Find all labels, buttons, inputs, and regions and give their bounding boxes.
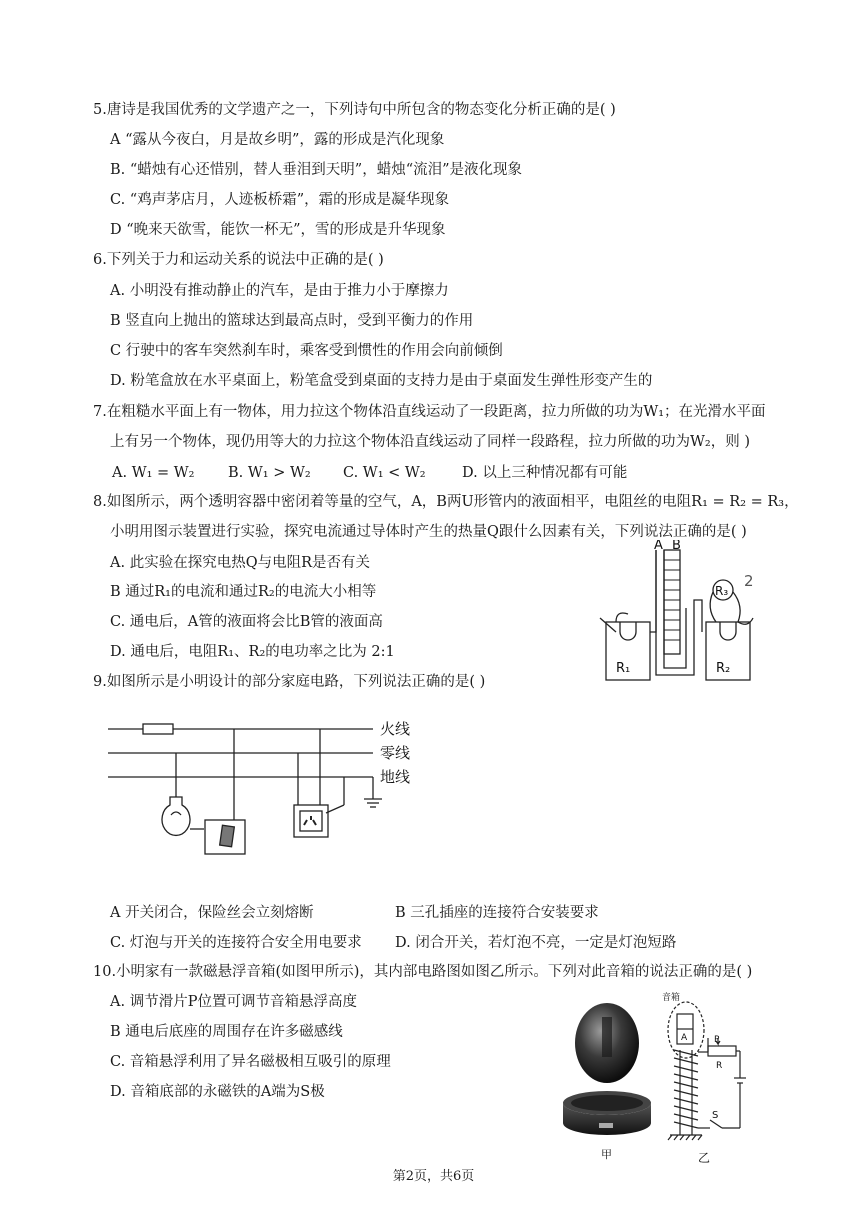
label-live-wire: 火线 [380, 720, 411, 738]
q7-stem-line2: 上有另一个物体，现仍用等大的力拉这个物体沿直线运动了同样一段路程，拉力所做的功为W₂，则 ) [110, 434, 750, 450]
label-neutral-wire: 零线 [380, 744, 411, 762]
q10-speaker-circuit [660, 990, 750, 1165]
q9-option-a: A 开关闭合，保险丝会立刻熔断 [110, 905, 314, 921]
label-p: P [714, 1035, 720, 1045]
label-speaker: 音箱 [662, 993, 681, 1003]
q7-option-b: B. W₁ > W₂ [228, 465, 311, 481]
rheostat-r [708, 1046, 736, 1056]
light-bulb [162, 797, 190, 835]
q6-option-a: A. 小明没有推动静止的汽车，是由于推力小于摩擦力 [110, 283, 449, 299]
q5-option-b: B. “蜡烛有心还惜别，替人垂泪到天明”，蜡烛“流泪”是液化现象 [110, 162, 523, 178]
q7-option-d: D. 以上三种情况都有可能 [462, 465, 628, 481]
q8-joule-heating-apparatus [598, 540, 768, 685]
label-ground-wire: 地线 [380, 768, 411, 786]
q8-option-d: D. 通电后，电阻R₁、R₂的电功率之比为 2:1 [110, 644, 395, 660]
page-footer: 第2页，共6页 [392, 1169, 475, 1184]
three-pin-socket [294, 805, 328, 837]
q6-option-d: D. 粉笔盒放在水平桌面上，粉笔盒受到桌面的支持力是由于桌面发生弹性形变产生的 [110, 373, 653, 389]
label-r2: R₂ [716, 661, 731, 676]
label-jia: 甲 [601, 1148, 612, 1161]
label-yi: 乙 [698, 1151, 711, 1165]
label-r3: R₃ [715, 584, 729, 598]
q6-option-b: B 竖直向上抛出的篮球达到最高点时，受到平衡力的作用 [110, 313, 474, 329]
q9-stem: 9.如图所示是小明设计的部分家庭电路，下列说法正确的是( ) [93, 674, 486, 690]
q7-option-c: C. W₁ < W₂ [343, 465, 426, 481]
q9-option-c: C. 灯泡与开关的连接符合安全用电要求 [110, 935, 362, 951]
q10-option-a: A. 调节滑片P位置可调节音箱悬浮高度 [110, 994, 357, 1010]
q10-option-b: B 通电后底座的周围存在许多磁感线 [110, 1024, 343, 1040]
speaker-outline [668, 1002, 704, 1058]
q8-stem-line2: 小明用图示装置进行实验，探究电流通过导体时产生的热量Q跟什么因素有关，下列说法正确的是( ) [110, 524, 747, 540]
label-r1: R₁ [616, 661, 631, 676]
q6-option-c: C 行驶中的客车突然刹车时，乘客受到惯性的作用会向前倾倒 [110, 343, 503, 359]
q8-stem-line1: 8.如图所示，两个透明容器中密闭着等量的空气，A，B两U形管内的液面相平，电阻丝的电阻R₁ = R₂ = R₃， [93, 494, 799, 510]
q10-option-c: C. 音箱悬浮利用了异名磁极相互吸引的原理 [110, 1054, 391, 1070]
label-a: A [654, 540, 663, 553]
handwritten-mark: 2 [744, 572, 754, 590]
q7-stem-line1: 7.在粗糙水平面上有一物体，用力拉这个物体沿直线运动了一段距离，拉力所做的功为W₁；在光滑水平面 [93, 404, 766, 420]
q9-household-circuit [108, 715, 428, 860]
label-r: R [716, 1061, 723, 1071]
q5-stem: 5.唐诗是我国优秀的文学遗产之一，下列诗句中所包含的物态变化分析正确的是( ) [93, 102, 616, 118]
q8-option-b: B 通过R₁的电流和通过R₂的电流大小相等 [110, 584, 377, 600]
label-s: S [712, 1110, 719, 1121]
q5-option-c: C. “鸡声茅店月，人迹板桥霜”，霜的形成是凝华现象 [110, 192, 450, 208]
q8-option-c: C. 通电后，A管的液面将会比B管的液面高 [110, 614, 383, 630]
q7-option-a: A. W₁ = W₂ [112, 465, 195, 481]
label-a-end: A [681, 1033, 688, 1043]
q6-stem: 6.下列关于力和运动关系的说法中正确的是( ) [93, 252, 384, 268]
q10-stem: 10.小明家有一款磁悬浮音箱(如图甲所示)，其内部电路图如图乙所示。下列对此音箱的说法正确的是( ) [93, 964, 753, 980]
q10-option-d: D. 音箱底部的永磁铁的A端为S极 [110, 1084, 325, 1100]
q9-option-b: B 三孔插座的连接符合安装要求 [395, 905, 599, 921]
q8-option-a: A. 此实验在探究电热Q与电阻R是否有关 [110, 555, 370, 571]
q5-option-d: D “晚来天欲雪，能饮一杯无”，雪的形成是升华现象 [110, 222, 446, 238]
label-b: B [672, 540, 681, 553]
q10-maglev-speaker-photo [555, 995, 660, 1165]
q5-option-a: A “露从今夜白，月是故乡明”，露的形成是汽化现象 [110, 132, 445, 148]
fuse [143, 724, 173, 734]
q9-option-d: D. 闭合开关，若灯泡不亮，一定是灯泡短路 [395, 935, 677, 951]
